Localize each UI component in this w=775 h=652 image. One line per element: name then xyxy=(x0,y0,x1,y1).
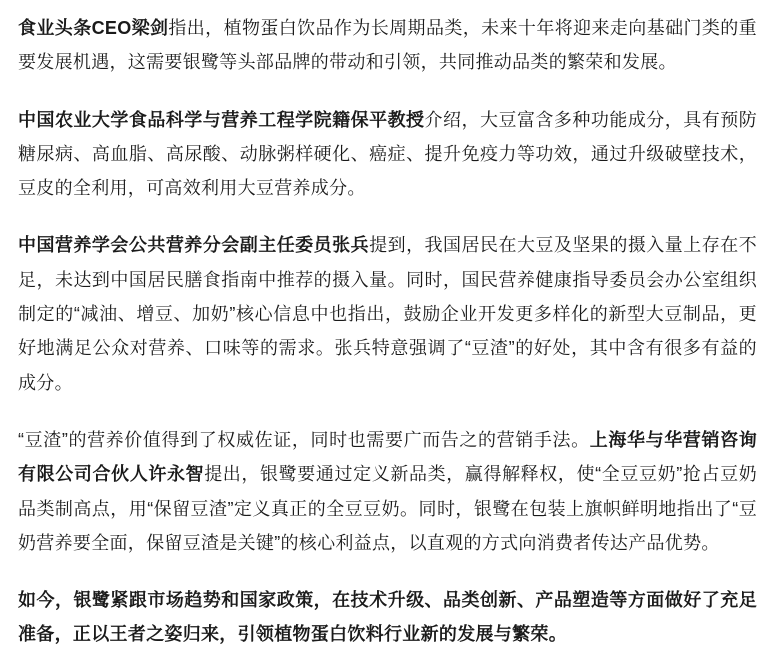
paragraph-1-text: 指出，植物蛋白饮品作为长周期品类，未来十年将迎来走向基础门类的重要发展机遇，这需要银鹭等头部品牌的带动和引领，共同推动品类的繁荣和发展。 xyxy=(18,18,757,73)
paragraph-5 xyxy=(18,583,757,652)
paragraph-2-text: 介绍，大豆富含多种功能成分，具有预防糖尿病、高血脂、高尿酸、动脉粥样硬化、癌症、提升免疫力等功效，通过升级破壁技术，豆皮的全利用，可高效利用大豆营养成分。 xyxy=(18,109,757,199)
closing-statement: 如今，银鹭紧跟市场趋势和国家政策，在技术升级、品类创新、产品塑造等方面做好了充足准备，正以王者之姿归来，引领植物蛋白饮料行业新的发展与繁荣。 xyxy=(18,590,757,645)
paragraph-3-text: 提到，我国居民在大豆及坚果的摄入量上存在不足，未达到中国居民膳食指南中推荐的摄入量。同时，国民营养健康指导委员会办公室组织制定的“减油、增豆、加奶”核心信息中也指出，鼓励企业开发更多样化的新型大豆制品，更好地满足公众对营养、口味等的需求。张兵特意强调了“豆渣”的好处，其中含有很多有益的成分。 xyxy=(18,235,757,393)
speaker-name-liangjian: 食业头条CEO梁剑 xyxy=(18,18,169,38)
paragraph-1 xyxy=(18,11,757,80)
paragraph-4 xyxy=(18,423,757,560)
paragraph-3 xyxy=(18,228,757,399)
speaker-name-xuyongzhi: 上海华与华营销咨询有限公司合伙人许永智 xyxy=(18,429,757,485)
speaker-name-zhangbing: 中国营养学会公共营养分会副主任委员张兵 xyxy=(18,235,370,256)
paragraph-4-text: 提出，银鹭要通过定义新品类，赢得解释权，使“全豆豆奶”抢占豆奶品类制高点，用“保留豆渣”定义真正的全豆豆奶。同时，银鹭在包装上旗帜鲜明地指出了“豆奶营养要全面，保留豆渣是关键”的核心利益点，以直观的方式向消费者传达产品优势。 xyxy=(18,464,757,553)
speaker-name-jibaoping: 中国农业大学食品科学与营养工程学院籍保平教授 xyxy=(18,109,425,130)
paragraph-4-lead-text: “豆渣”的营养价值得到了权威佐证，同时也需要广而告之的营销手法。 xyxy=(18,429,590,450)
paragraph-2 xyxy=(18,103,757,206)
